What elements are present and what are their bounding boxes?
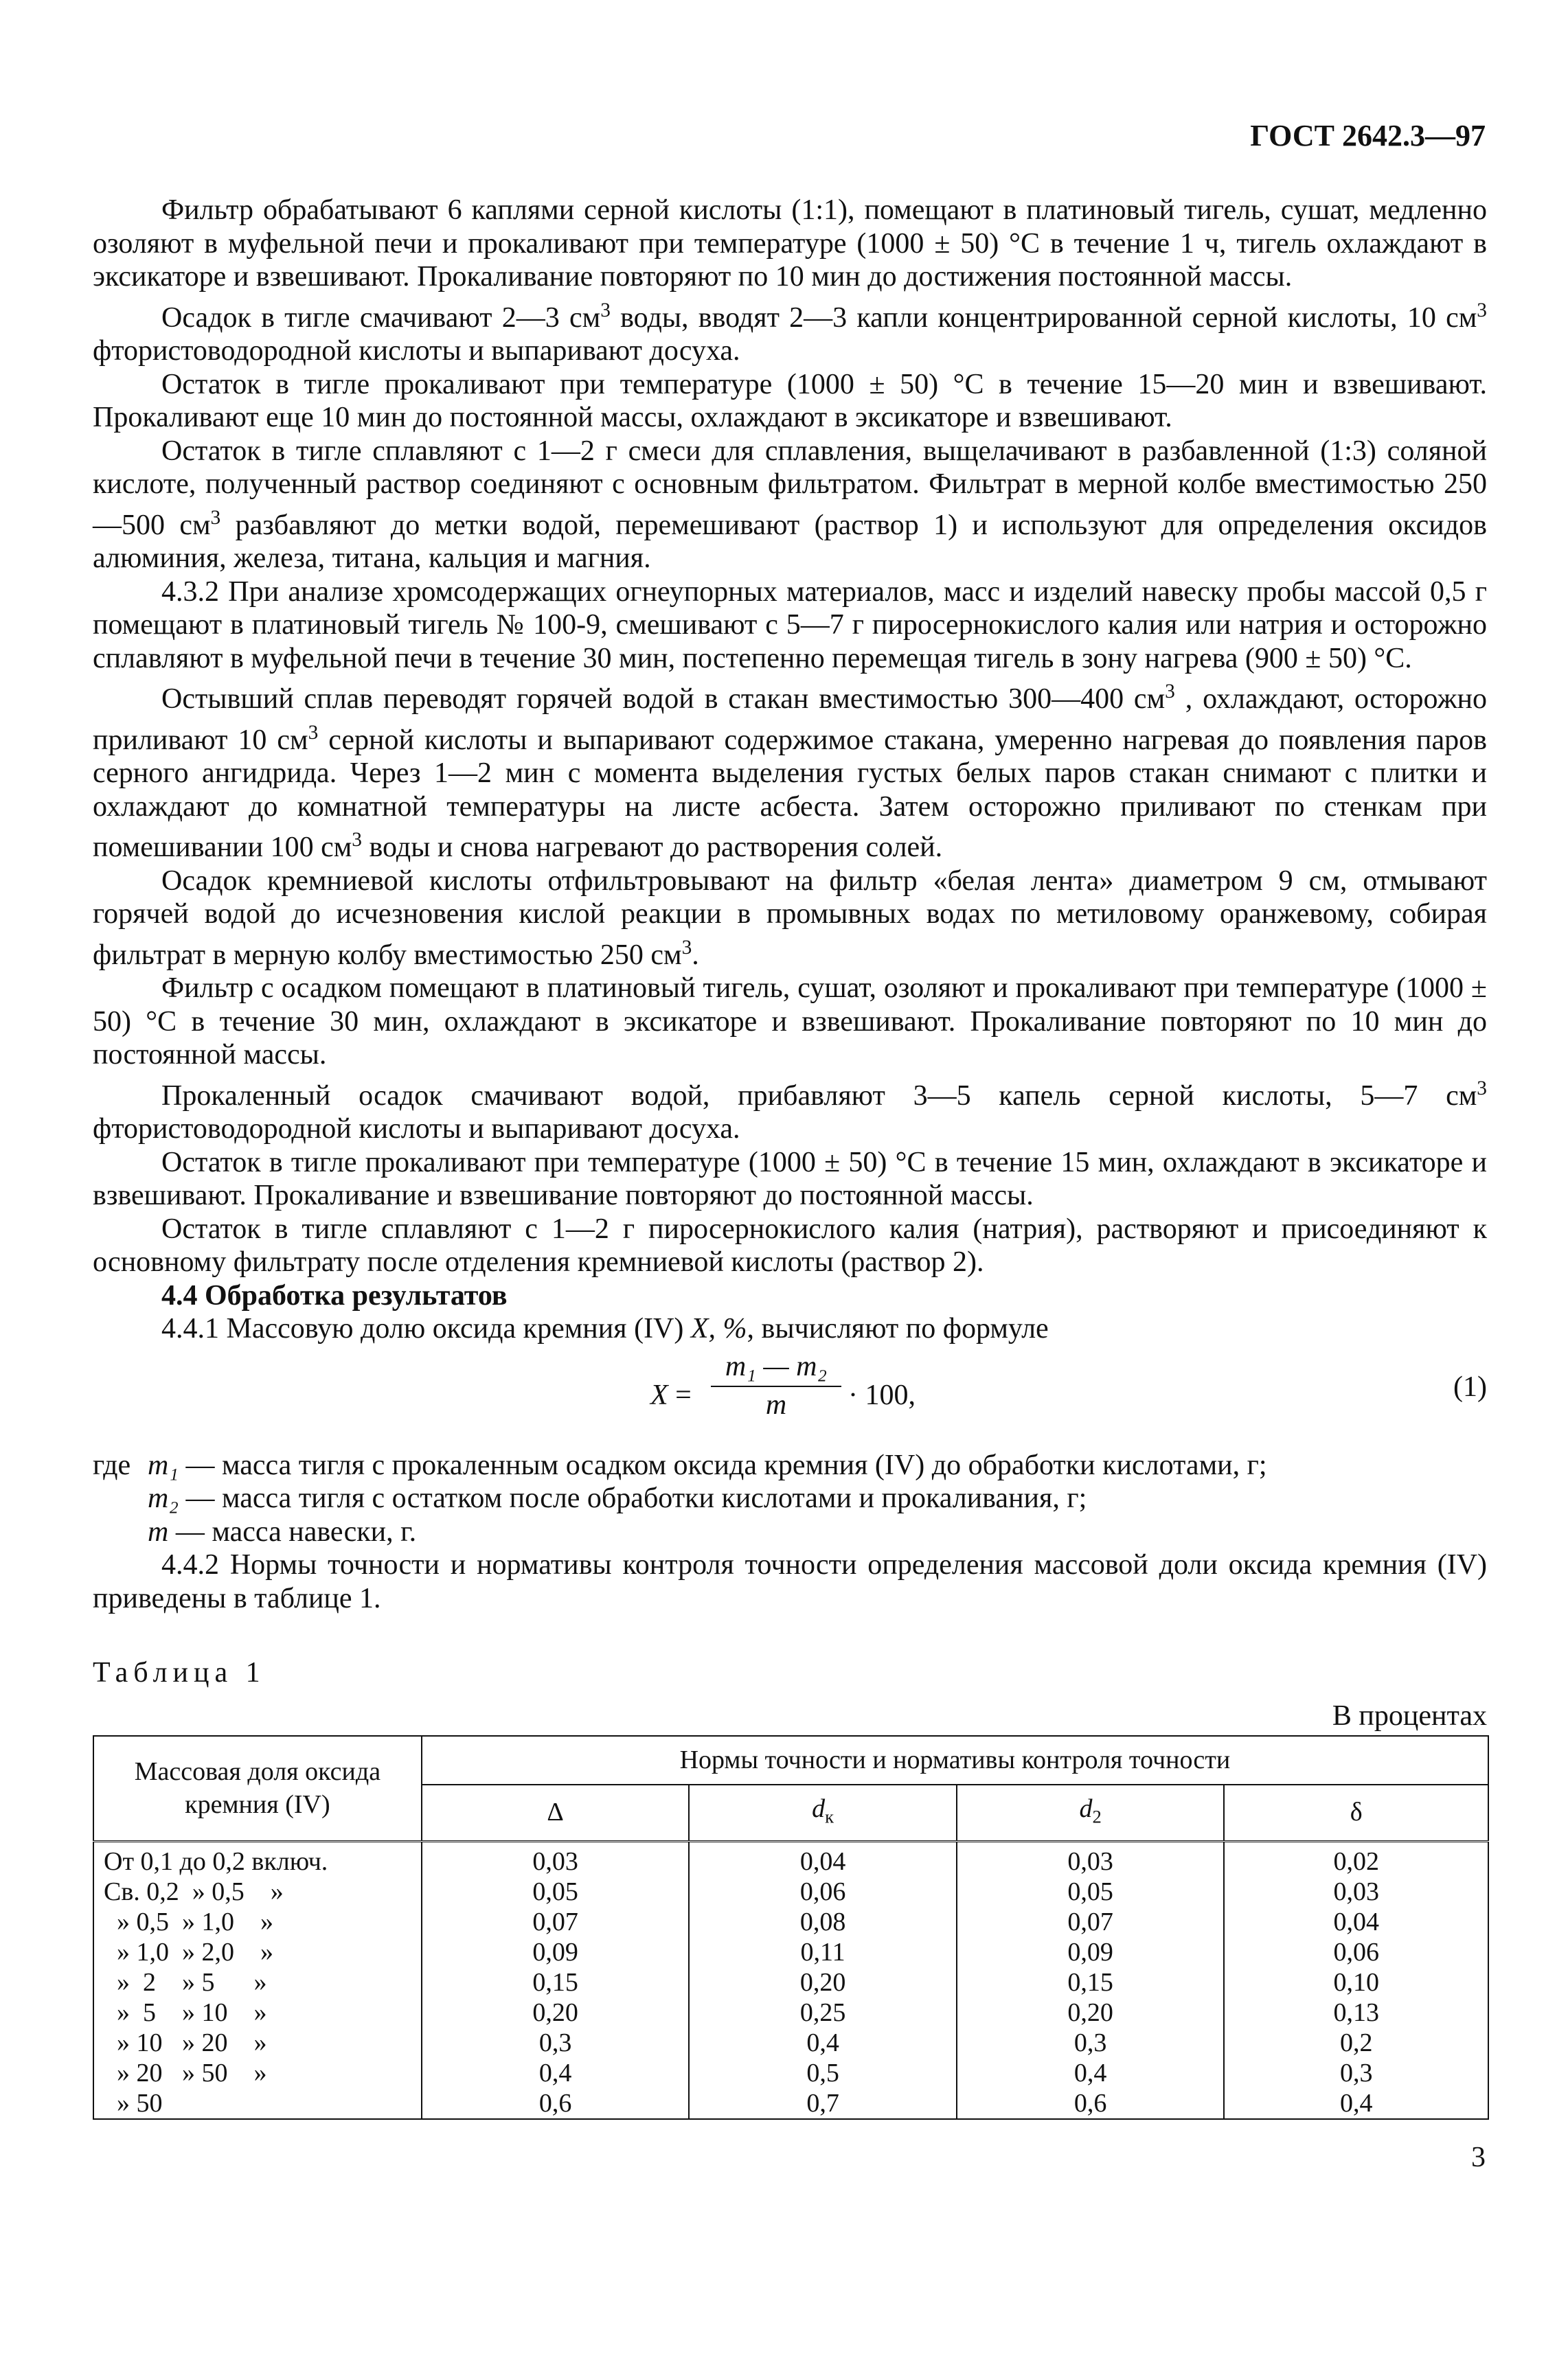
page-number: 3 — [1471, 2142, 1486, 2173]
formula-numerator: m₁ — m₂ — [711, 1350, 841, 1388]
paragraph: Остаток в тигле сплавляют с 1—2 г смеси для сплавления, выщелачивают в разбавленной (1:3) соляной кислоте, полученный раствор соединяют с основным фильтратом. Фильтрат в мерной колбе вместимостью 250—500 $см^3$ разбавляют до метки водой, перемешивают (раствор 1) и используют для определения оксидов алюминия, железа, титана, кальция и магния. — [93, 435, 1487, 574]
table-header-mass-fraction: Массовая доля оксида кремния (IV) — [93, 1736, 422, 1841]
paragraph: 4.4.1 Массовую долю оксида кремния (IV) X, %, вычисляют по формуле — [161, 1313, 1049, 1345]
table-subheader: δ — [1224, 1785, 1488, 1842]
table-units: В процентах — [1332, 1700, 1487, 1732]
document-body — [93, 194, 1487, 2120]
formula — [93, 1350, 1487, 1446]
paragraph: 4.3.2 При анализе хромсодержащих огнеупорных материалов, масс и изделий навеску пробы массой 0,5 г помещают в платиновый тигель № 100-9, смешивают с 5—7 г пиросернокислого калия или натрия и осторожно сплавляют в муфельной печи в течение 30 мин, постепенно перемещая тигель в зону нагрева (900 ± 50) °С. — [93, 575, 1487, 674]
paragraph: Остывший сплав переводят горячей водой в стакан вместимостью 300—400 $см^3$ , охлаждают, осторожно приливают 10 $см^3$ серной кислоты и выпаривают содержимое стакана, умеренно нагревая до появления паров серного ангидрида. Через 1—2 мин с момента выделения густых белых паров стакан снимают с плитки и охлаждают до комнатной температуры на листе асбеста. Затем осторожно приливают по стенкам при помешивании 100 $см^3$ воды и снова нагревают до растворения солей. — [93, 680, 1487, 863]
table-row: » 20 » 50 » 0,4 0,5 0,4 0,3 — [93, 2058, 1488, 2088]
formula-number: (1) — [1453, 1371, 1487, 1403]
table-row: От 0,1 до 0,2 включ. 0,03 0,04 0,03 0,02 — [93, 1841, 1488, 1877]
definition-row: m₂ — масса тигля с остатком после обработки кислотами и прокаливания, г; — [148, 1483, 1087, 1514]
table-header-group: Нормы точности и нормативы контроля точности — [422, 1736, 1488, 1785]
paragraph: Фильтр обрабатывают 6 каплями серной кислоты (1:1), помещают в платиновый тигель, сушат, медленно озоляют в муфельной печи и прокаливают при температуре (1000 ± 50) °С в течение 1 ч, тигель охлаждают в эксикаторе и взвешивают. Прокаливание повторяют по 10 мин до достижения постоянной массы. — [93, 194, 1487, 293]
paragraph: Остаток в тигле прокаливают при температуре (1000 ± 50) °С в течение 15 мин, охлаждают в эксикаторе и взвешивают. Прокаливание и взвешивание повторяют до постоянной массы. — [93, 1146, 1487, 1211]
table-row: » 1,0 » 2,0 » 0,09 0,11 0,09 0,06 — [93, 1937, 1488, 1967]
accuracy-table — [93, 1735, 1489, 2120]
table-caption: Таблица 1 — [93, 1657, 266, 1689]
table-row: » 50 0,6 0,7 0,6 0,4 — [93, 2088, 1488, 2119]
table-subheader: Δ — [422, 1785, 690, 1842]
paragraph: Остаток в тигле сплавляют с 1—2 г пиросернокислого калия (натрия), растворяют и присоединяют к основному фильтрату после отделения кремниевой кислоты (раствор 2). — [93, 1213, 1487, 1278]
table-row: » 10 » 20 » 0,3 0,4 0,3 0,2 — [93, 2028, 1488, 2058]
table-subheader: $d_к$ — [689, 1785, 957, 1842]
paragraph: Фильтр с осадком помещают в платиновый тигель, сушат, озоляют и прокаливают при температуре (1000 ± 50) °С в течение 30 мин, охлаждают в эксикаторе и взвешивают. Прокаливание повторяют по 10 мин до постоянной массы. — [93, 972, 1487, 1071]
formula-tail: · 100, — [848, 1379, 916, 1411]
formula-lhs: X = — [650, 1379, 692, 1411]
formula-fraction — [711, 1350, 841, 1422]
table-row: Св. 0,2 » 0,5 » 0,05 0,06 0,05 0,03 — [93, 1877, 1488, 1907]
paragraph: Остаток в тигле прокаливают при температуре (1000 ± 50) °С в течение 15—20 мин и взвешивают. Прокаливают еще 10 мин до постоянной массы, охлаждают в эксикаторе и взвешивают. — [93, 368, 1487, 433]
paragraph: Осадок кремниевой кислоты отфильтровывают на фильтр «белая лента» диаметром 9 см, отмывают горячей водой до исчезновения кислой реакции в промывных водах по метиловому оранжевому, собирая фильтрат в мерную колбу вместимостью 250 $см^3$. — [93, 865, 1487, 971]
definition-row: m — масса навески, г. — [148, 1515, 417, 1548]
table-row: » 5 » 10 » 0,20 0,25 0,20 0,13 — [93, 1998, 1488, 2028]
paragraph: Прокаленный осадок смачивают водой, прибавляют 3—5 капель серной кислоты, 5—7 $см^3$ фтористоводородной кислоты и выпаривают досуха. — [93, 1077, 1487, 1145]
table-row: » 2 » 5 » 0,15 0,20 0,15 0,10 — [93, 1967, 1488, 1998]
definition-row: где m₁ — масса тигля с прокаленным осадком оксида кремния (IV) до обработки кислотами, г; — [93, 1449, 1267, 1481]
standard-number: ГОСТ 2642.3—97 — [1250, 119, 1486, 152]
section-heading: 4.4 Обработка результатов — [161, 1279, 508, 1312]
table-subheader: $d_2$ — [957, 1785, 1225, 1842]
paragraph: 4.4.2 Нормы точности и нормативы контроля точности определения массовой доли оксида кремния (IV) приведены в таблице 1. — [93, 1549, 1487, 1614]
table-row: » 0,5 » 1,0 » 0,07 0,08 0,07 0,04 — [93, 1907, 1488, 1937]
formula-denominator: m — [765, 1389, 787, 1421]
variable-definitions — [93, 1449, 1487, 1549]
paragraph: Осадок в тигле смачивают 2—3 $см^3$ воды, вводят 2—3 капли концентрированной серной кислоты, 10 $см^3$ фтористоводородной кислоты и выпаривают досуха. — [93, 299, 1487, 367]
